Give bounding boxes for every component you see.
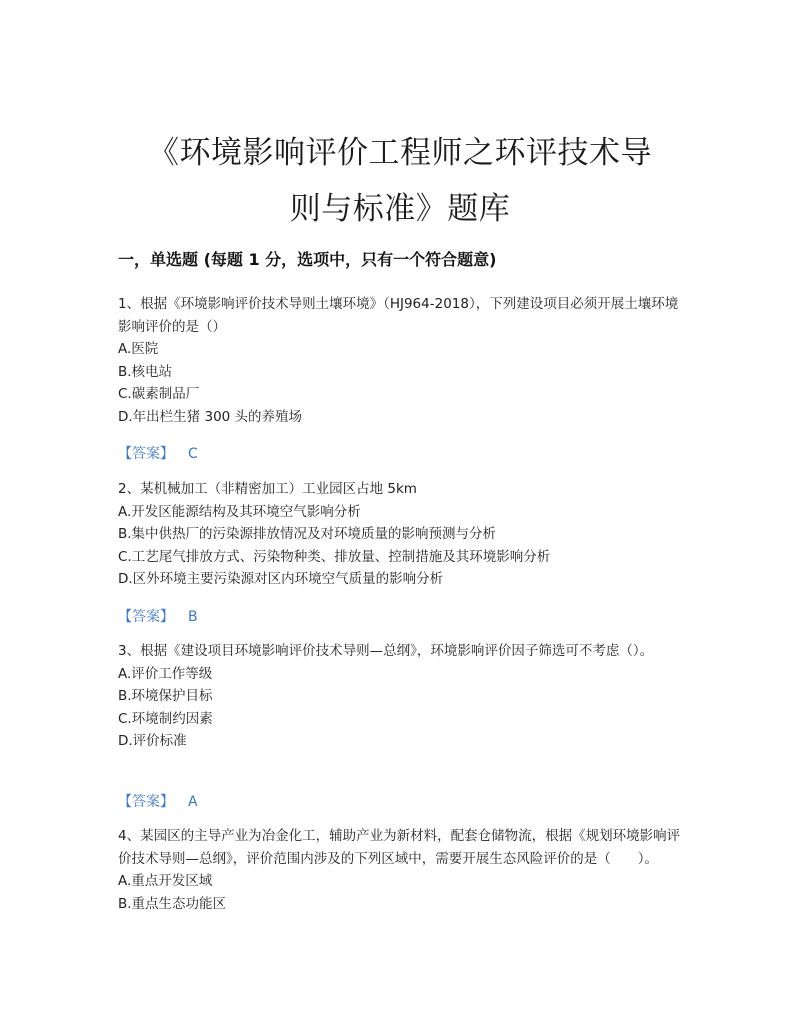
option-a: A.开发区能源结构及其环境空气影响分析 xyxy=(118,503,361,520)
document-title-line-1: 《环境影响评价工程师之环评技术导 xyxy=(148,134,652,171)
answer-value: A xyxy=(188,794,198,810)
answer-3 xyxy=(118,791,198,811)
answer-1 xyxy=(118,443,198,463)
answer-2 xyxy=(118,606,198,626)
question-stem: 1、根据《环境影响评价技术导则土壤环境》（HJ964-2018），下列建设项目必须开展土壤环境影响评价的是（） xyxy=(118,296,679,335)
option-a: A.医院 xyxy=(118,341,159,357)
answer-value: C xyxy=(188,446,198,462)
answer-label: 【答案】 xyxy=(118,794,174,810)
option-b: B.重点生态功能区 xyxy=(118,895,227,912)
option-d: D.区外环境主要污染源对区内环境空气质量的影响分析 xyxy=(118,571,444,587)
answer-label: 【答案】 xyxy=(118,446,174,462)
option-c: C.工艺尾气排放方式、污染物种类、排放量、控制措施及其环境影响分析 xyxy=(118,548,551,565)
question-3 xyxy=(118,640,690,753)
question-stem: 3、根据《建设项目环境影响评价技术导则—总纲》，环境影响评价因子筛选可不考虑（）。 xyxy=(118,643,654,659)
question-2 xyxy=(118,478,690,591)
option-a: A.评价工作等级 xyxy=(118,665,213,682)
option-d: D.年出栏生猪 300 头的养殖场 xyxy=(118,408,303,425)
section-heading: 一，单选题 (每题 1 分，选项中，只有一个符合题意) xyxy=(118,250,497,269)
document-title-line-2: 则与标准》题库 xyxy=(289,190,511,227)
option-b: B.环境保护目标 xyxy=(118,688,213,704)
question-1 xyxy=(118,293,690,428)
option-d: D.评价标准 xyxy=(118,733,187,749)
question-stem: 4、某园区的主导产业为冶金化工，辅助产业为新材料，配套仓储物流，根据《规划环境影响评价技术导则—总纲》，评价范围内涉及的下列区域中，需要开展生态风险评价的是（ ）。 xyxy=(118,828,681,867)
document-title xyxy=(100,125,700,237)
question-stem: 2、某机械加工（非精密加工）工业园区占地 5km xyxy=(118,481,417,497)
option-b: B.集中供热厂的污染源排放情况及对环境质量的影响预测与分析 xyxy=(118,526,497,542)
answer-label: 【答案】 xyxy=(118,609,174,625)
option-c: C.环境制约因素 xyxy=(118,710,213,727)
question-4 xyxy=(118,825,690,915)
option-c: C.碳素制品厂 xyxy=(118,386,200,402)
answer-value: B xyxy=(188,609,198,625)
option-a: A.重点开发区域 xyxy=(118,873,213,889)
option-b: B.核电站 xyxy=(118,363,173,380)
